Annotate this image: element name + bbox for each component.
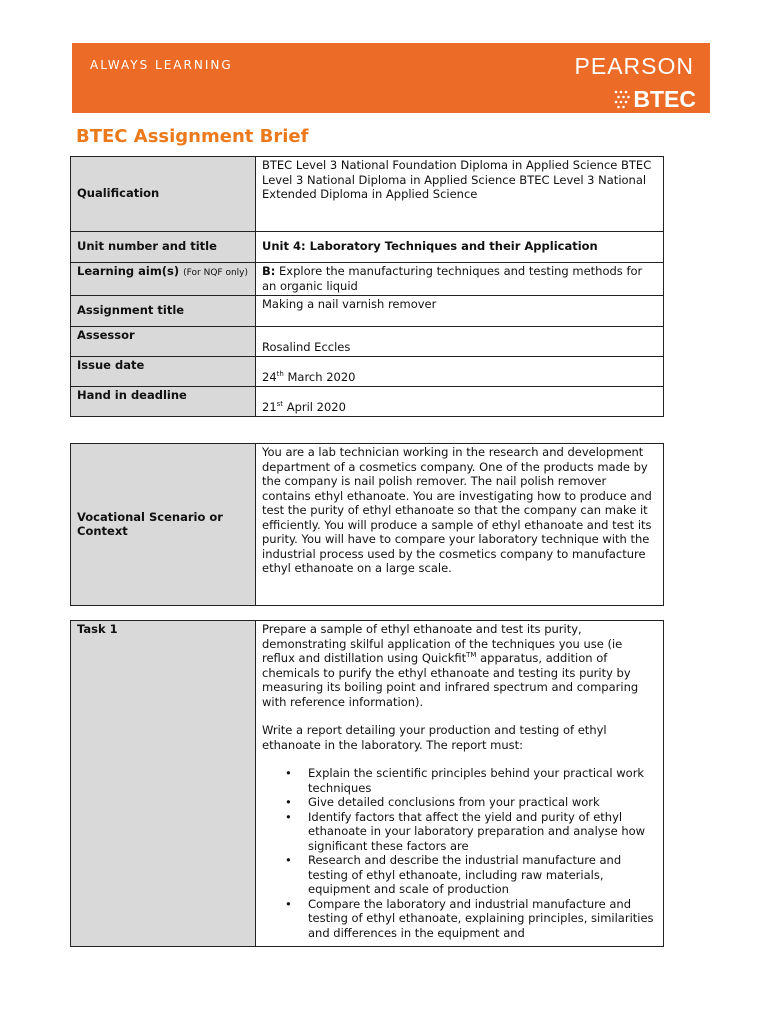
table-row [71, 621, 664, 947]
assessor-value: Rosalind Eccles [256, 327, 664, 357]
deadline-label: Hand in deadline [71, 387, 256, 417]
assessor-label: Assessor [71, 327, 256, 357]
list-item: • Give detailed conclusions from your practical work [308, 795, 657, 810]
deadline-month-year: April 2020 [286, 399, 346, 414]
table-row [71, 263, 664, 296]
task1-content [256, 621, 664, 947]
task1-intro [262, 622, 657, 709]
learning-aim-value [256, 263, 664, 296]
issue-day: 24 [262, 369, 277, 384]
deadline-suffix: st [276, 399, 284, 408]
task1-label: Task 1 [71, 621, 256, 947]
table-row [71, 327, 664, 357]
deadline-day: 21 [262, 399, 277, 414]
list-item: • Research and describe the industrial manufacture and testing of ethyl ethanoate, including raw materials, equipment and scale of production [308, 853, 657, 897]
task1-bullet-list [262, 766, 657, 940]
btec-logo-text: BTEC [633, 86, 696, 112]
page-title: BTEC Assignment Brief [76, 126, 309, 147]
assignment-title-label: Assignment title [71, 296, 256, 327]
table-row [71, 296, 664, 327]
table-row [71, 232, 664, 263]
learning-aim-label [71, 263, 256, 296]
table-row [71, 387, 664, 417]
assignment-title-value: Making a nail varnish remover [256, 296, 664, 327]
issue-suffix: th [276, 369, 284, 378]
scenario-text: You are a lab technician working in the research and development department of a cosmetics company. One of the products made by the company is nail polish remover. The nail polish remover contains ethyl ethanoate. You are investigating how to produce and test the purity of ethyl ethanoate so that the company can make it efficiently. You will produce a sample of ethyl ethanoate and test its purity. You will have to compare your laboratory technique with the industrial process used by the cosmetics company to manufacture ethyl ethanoate on a large scale. [256, 444, 664, 606]
learning-aim-prefix: B: [262, 264, 276, 278]
task1-intro-part1: Prepare a sample of ethyl ethanoate and test its purity, demonstrating skilful application of the techniques you use (ie reflux and distillation using Quickfit [262, 622, 623, 665]
qualification-value: BTEC Level 3 National Foundation Diploma in Applied Science BTEC Level 3 National Diploma in Applied Science BTEC Level 3 National Extended Diploma in Applied Science [256, 157, 664, 232]
task1-intro-part2: apparatus, addition of chemicals to purify the ethyl ethanoate and testing its purity by measuring its boiling point and infrared spectrum and comparing with reference information). [262, 651, 639, 709]
task-table [70, 620, 664, 947]
table-row [71, 357, 664, 387]
issue-month-year: March 2020 [287, 369, 356, 384]
scenario-label: Vocational Scenario or Context [71, 444, 256, 606]
dot-grid-icon [613, 89, 631, 111]
header-banner [72, 43, 710, 113]
table-row [71, 157, 664, 232]
learning-aim-text: Explore the manufacturing techniques and testing methods for an organic liquid [262, 264, 643, 293]
btec-logo [613, 88, 696, 111]
list-item: • Compare the laboratory and industrial manufacture and testing of ethyl ethanoate, explaining principles, similarities and differences in the equipment and [308, 897, 657, 941]
issue-date-label: Issue date [71, 357, 256, 387]
details-table [70, 156, 664, 417]
tagline: ALWAYS LEARNING [90, 58, 233, 72]
scenario-table [70, 443, 664, 606]
deadline-value [256, 387, 664, 417]
learning-aim-label-text: Learning aim(s) [77, 264, 180, 278]
unit-label: Unit number and title [71, 232, 256, 263]
learning-aim-note: (For NQF only) [183, 268, 249, 278]
pearson-logo: PEARSON [574, 53, 694, 79]
list-item: • Explain the scientific principles behind your practical work techniques [308, 766, 657, 795]
task1-report-intro: Write a report detailing your production and testing of ethyl ethanoate in the laboratory. The report must: [262, 723, 607, 752]
issue-date-value [256, 357, 664, 387]
list-item: • Identify factors that affect the yield and purity of ethyl ethanoate in your laboratory preparation and analyse how significant these factors are [308, 810, 657, 854]
trademark: TM [466, 651, 477, 660]
table-row [71, 444, 664, 606]
unit-value: Unit 4: Laboratory Techniques and their Application [256, 232, 664, 263]
qualification-label: Qualification [71, 157, 256, 232]
